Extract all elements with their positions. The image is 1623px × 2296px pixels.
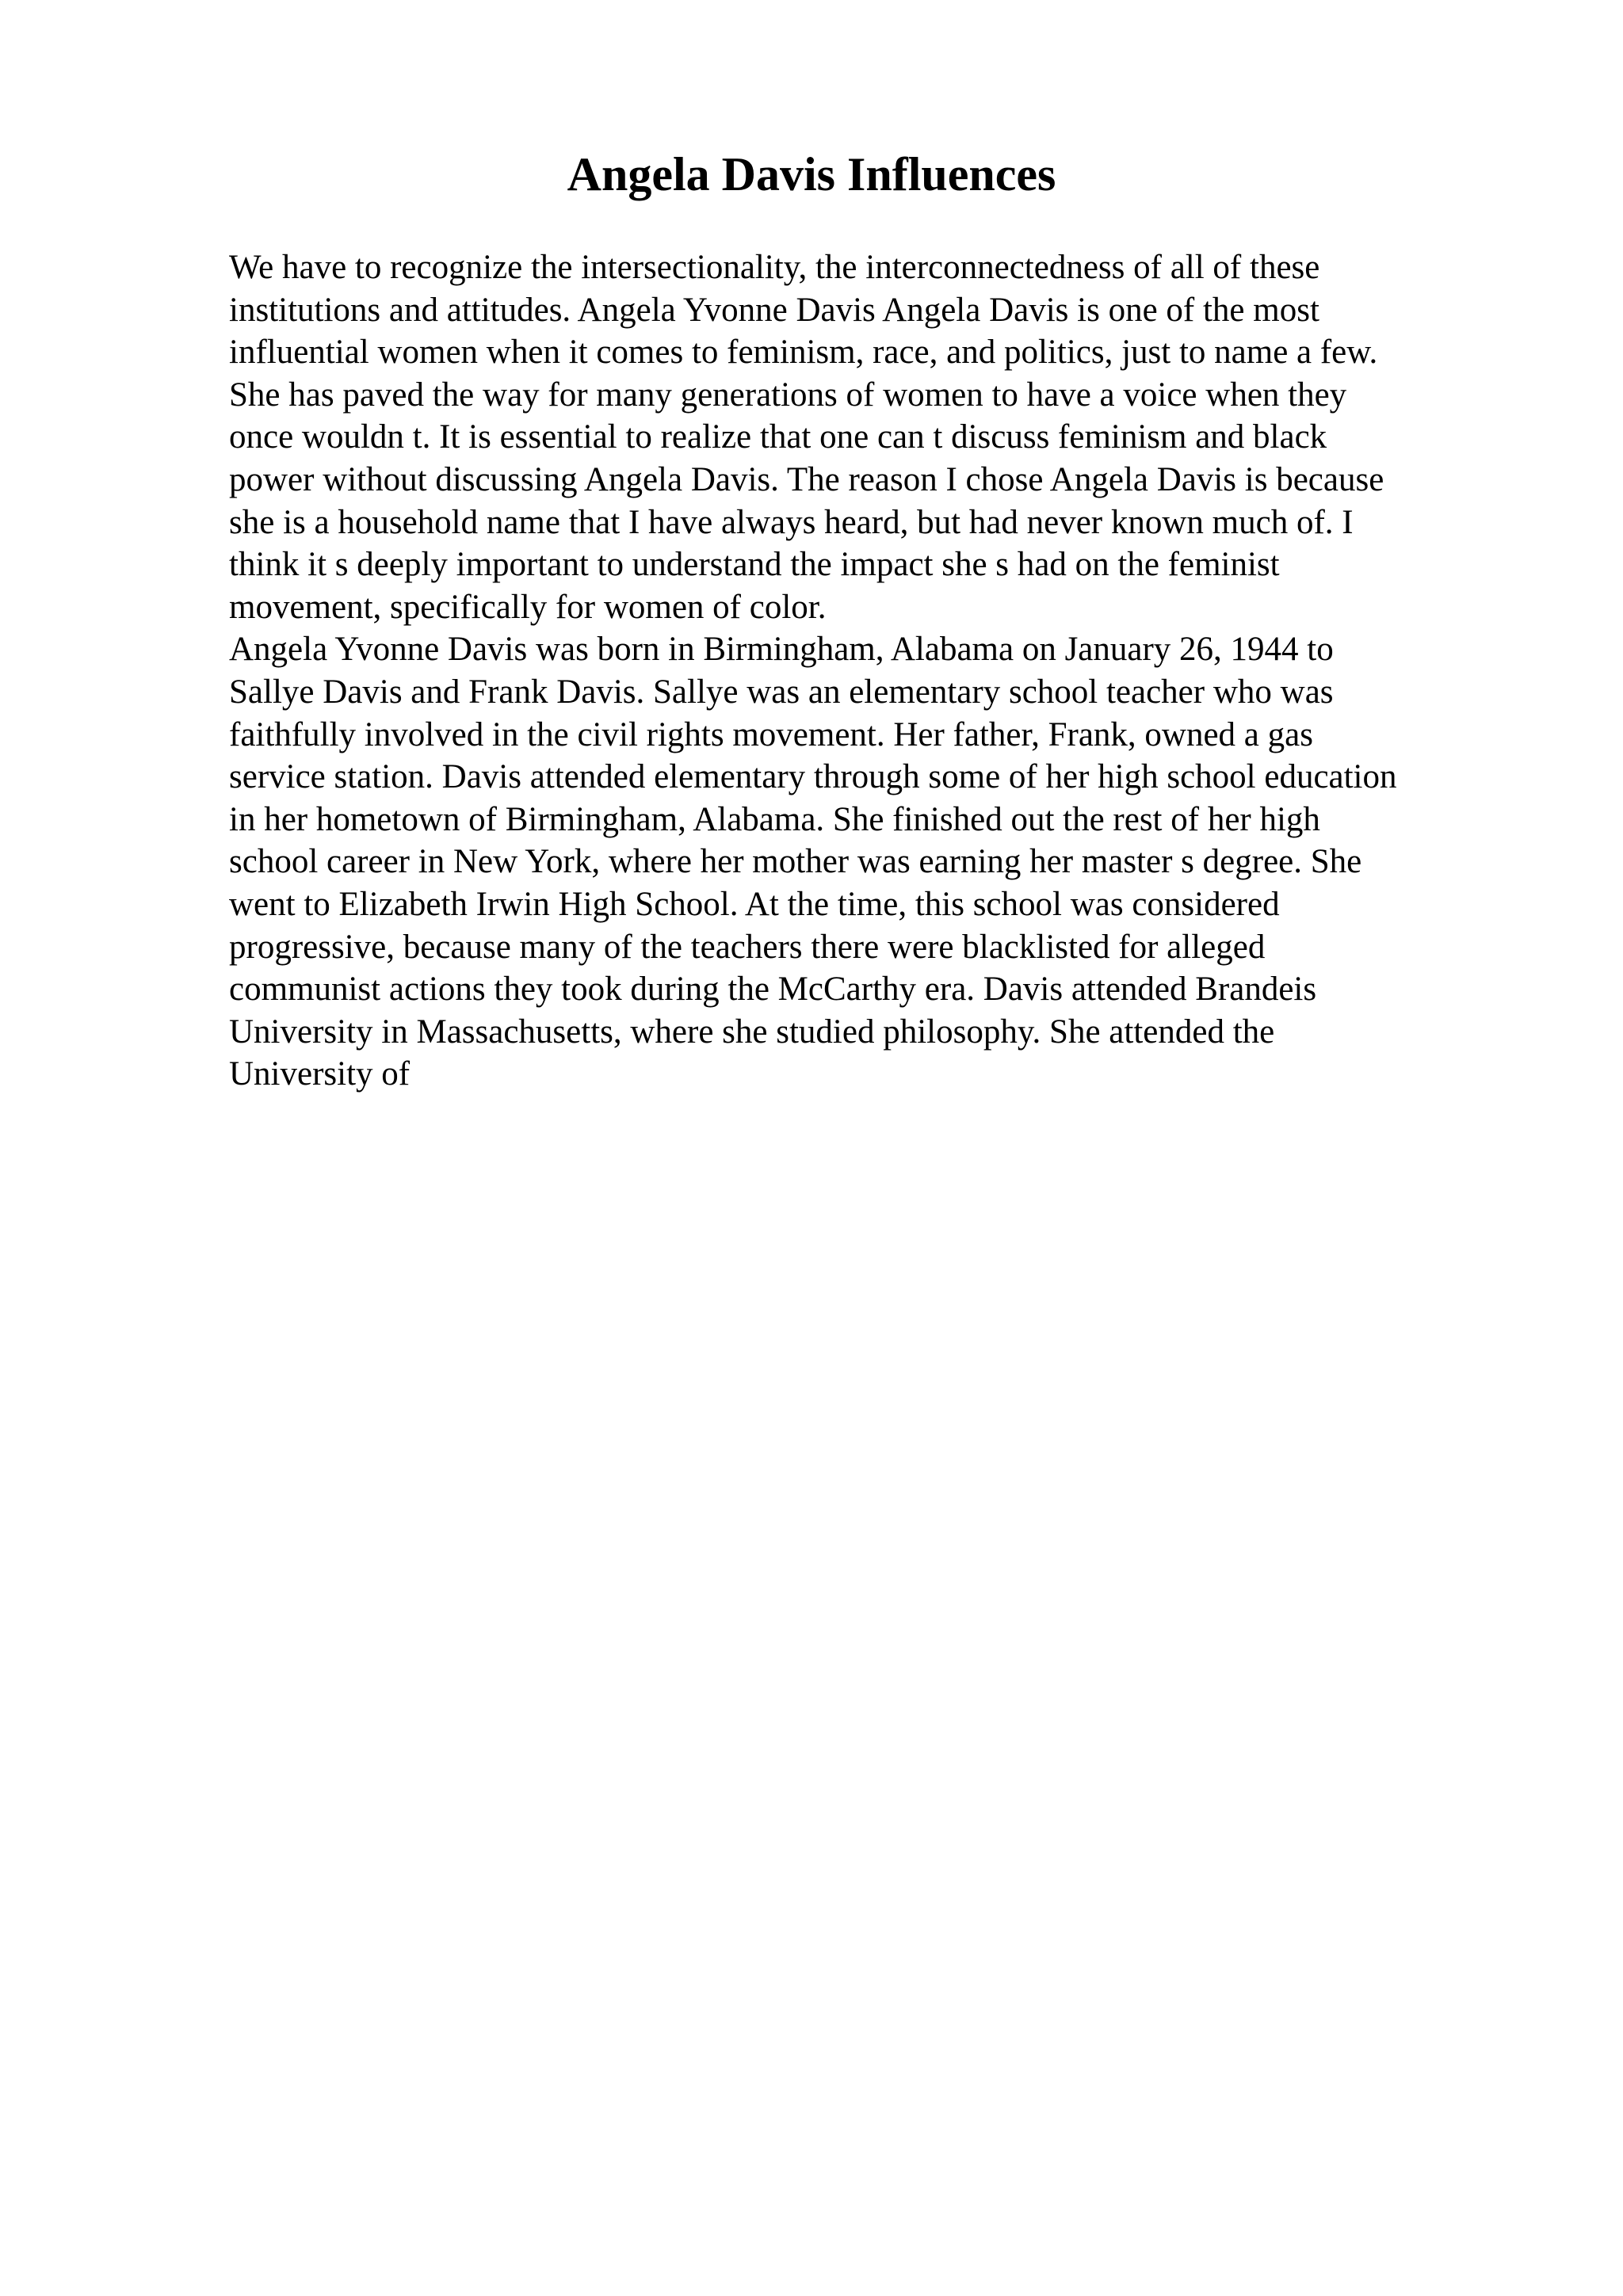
text-line: service station. Davis attended elementary through some of her high school education [229, 758, 1397, 796]
text-line: think it s deeply important to understand the impact she s had on the feminist [229, 546, 1280, 584]
text-line: went to Elizabeth Irwin High School. At the time, this school was considered [229, 885, 1280, 923]
text-line: movement, specifically for women of color. [229, 588, 827, 626]
text-line: faithfully involved in the civil rights movement. Her father, Frank, owned a gas [229, 715, 1313, 753]
text-line: she is a household name that I have always heard, but had never known much of. I [229, 503, 1354, 541]
text-line: in her hometown of Birmingham, Alabama. She finished out the rest of her high [229, 800, 1320, 838]
text-line: communist actions they took during the McCarthy era. Davis attended Brandeis [229, 971, 1317, 1009]
text-line: Angela Yvonne Davis was born in Birmingham, Alabama on January 26, 1944 to [229, 631, 1334, 669]
text-line: University in Massachusetts, where she studied philosophy. She attended the [229, 1013, 1275, 1051]
text-line: progressive, because many of the teachers there were blacklisted for alleged [229, 928, 1266, 966]
text-line: She has paved the way for many generations of women to have a voice when they [229, 376, 1347, 414]
document-body [229, 246, 1497, 1096]
text-line: Sallye Davis and Frank Davis. Sallye was an elementary school teacher who was [229, 673, 1334, 711]
text-line: school career in New York, where her mother was earning her master s degree. She [229, 843, 1362, 881]
text-line: institutions and attitudes. Angela Yvonne Davis Angela Davis is one of the most [229, 291, 1319, 329]
text-line: University of [229, 1055, 411, 1093]
document-title: Angela Davis Influences [567, 148, 1056, 200]
text-line: once wouldn t. It is essential to realize that one can t discuss feminism and black [229, 418, 1327, 456]
text-line: We have to recognize the intersectionality, the interconnectedness of all of these [229, 249, 1320, 286]
text-line: power without discussing Angela Davis. The reason I chose Angela Davis is because [229, 460, 1384, 498]
text-line: influential women when it comes to feminism, race, and politics, just to name a few. [229, 334, 1378, 372]
